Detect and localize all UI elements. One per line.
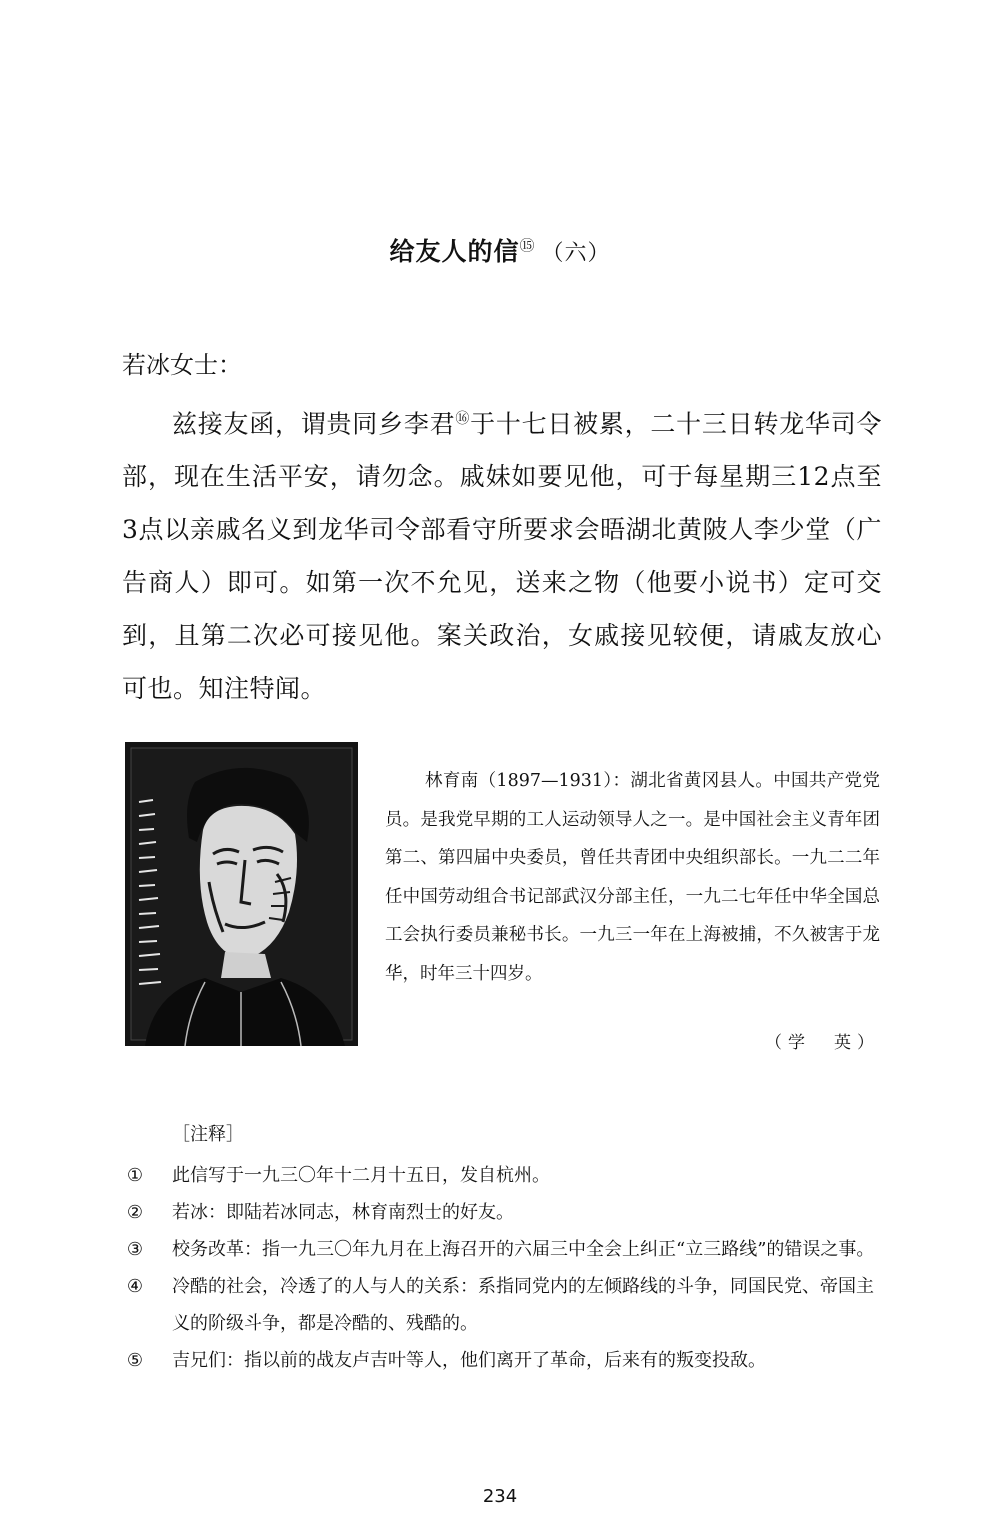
- letter-footnote-mark: ⑯: [455, 411, 471, 427]
- biography-byline: （学 英）: [765, 1033, 880, 1053]
- note-item: [122, 1268, 882, 1342]
- title-footnote-mark: ⑮: [519, 236, 536, 255]
- portrait-woodcut-image: [125, 742, 358, 1046]
- title-subtitle: （六）: [541, 241, 611, 266]
- note-number: ①: [126, 1165, 144, 1186]
- note-text: 校务改革：指一九三〇年九月在上海召开的六届三中全会上纠正“立三路线”的错误之事。: [172, 1239, 875, 1260]
- note-text: 吉兄们：指以前的战友卢吉叶等人，他们离开了革命，后来有的叛变投敌。: [172, 1350, 766, 1371]
- note-text: 冷酷的社会，冷透了的人与人的关系：系指同党内的左倾路线的斗争，同国民党、帝国主义的阶级斗争，都是冷酷的、残酷的。: [172, 1276, 874, 1334]
- title-text: 给友人的信: [389, 237, 520, 266]
- note-number: ③: [126, 1239, 144, 1260]
- notes-list: [122, 1157, 882, 1379]
- note-number: ②: [126, 1202, 144, 1223]
- note-number: ⑤: [126, 1350, 144, 1371]
- note-item: [122, 1231, 882, 1268]
- note-text: 此信写于一九三〇年十二月十五日，发自杭州。: [172, 1165, 550, 1186]
- notes-header: ［注释］: [172, 1124, 244, 1145]
- page-number: 234: [482, 1486, 518, 1507]
- letter-part-1: 兹接友函，谓贵同乡李君: [172, 409, 456, 439]
- note-number: ④: [126, 1276, 144, 1297]
- letter-body: [122, 393, 882, 715]
- note-item: [122, 1157, 882, 1194]
- note-item: [122, 1194, 882, 1231]
- salutation: 若冰女士：: [122, 351, 242, 379]
- portrait-icon: [125, 742, 358, 1046]
- note-text: 若冰：即陆若冰同志，林育南烈士的好友。: [172, 1202, 514, 1223]
- biography-text: 林育南（1897—1931）：湖北省黄冈县人。中国共产党党员。是我党早期的工人运动领导人之一。是中国社会主义青年团第二、第四届中央委员，曾任共青团中央组织部长。一九二二年任中国劳动组合书记部武汉分部主任，一九二七年任中华全国总工会执行委员兼秘书长。一九三一年在上海被捕，不久被害于龙华，时年三十四岁。: [385, 771, 880, 984]
- letter-part-2: 于十七日被累，二十三日转龙华司令部，现在生活平安，请勿念。戚妹如要见他，可于每星期三12点至3点以亲戚名义到龙华司令部看守所要求会晤湖北黄陂人李少堂（广告商人）即可。如第一次不允见，送来之物（他要小说书）定可交到，且第二次必可接见他。案关政治，女戚接见较便，请戚友放心可也。知注特闻。: [122, 409, 882, 704]
- letter-title: [0, 232, 1000, 268]
- note-item: [122, 1342, 882, 1379]
